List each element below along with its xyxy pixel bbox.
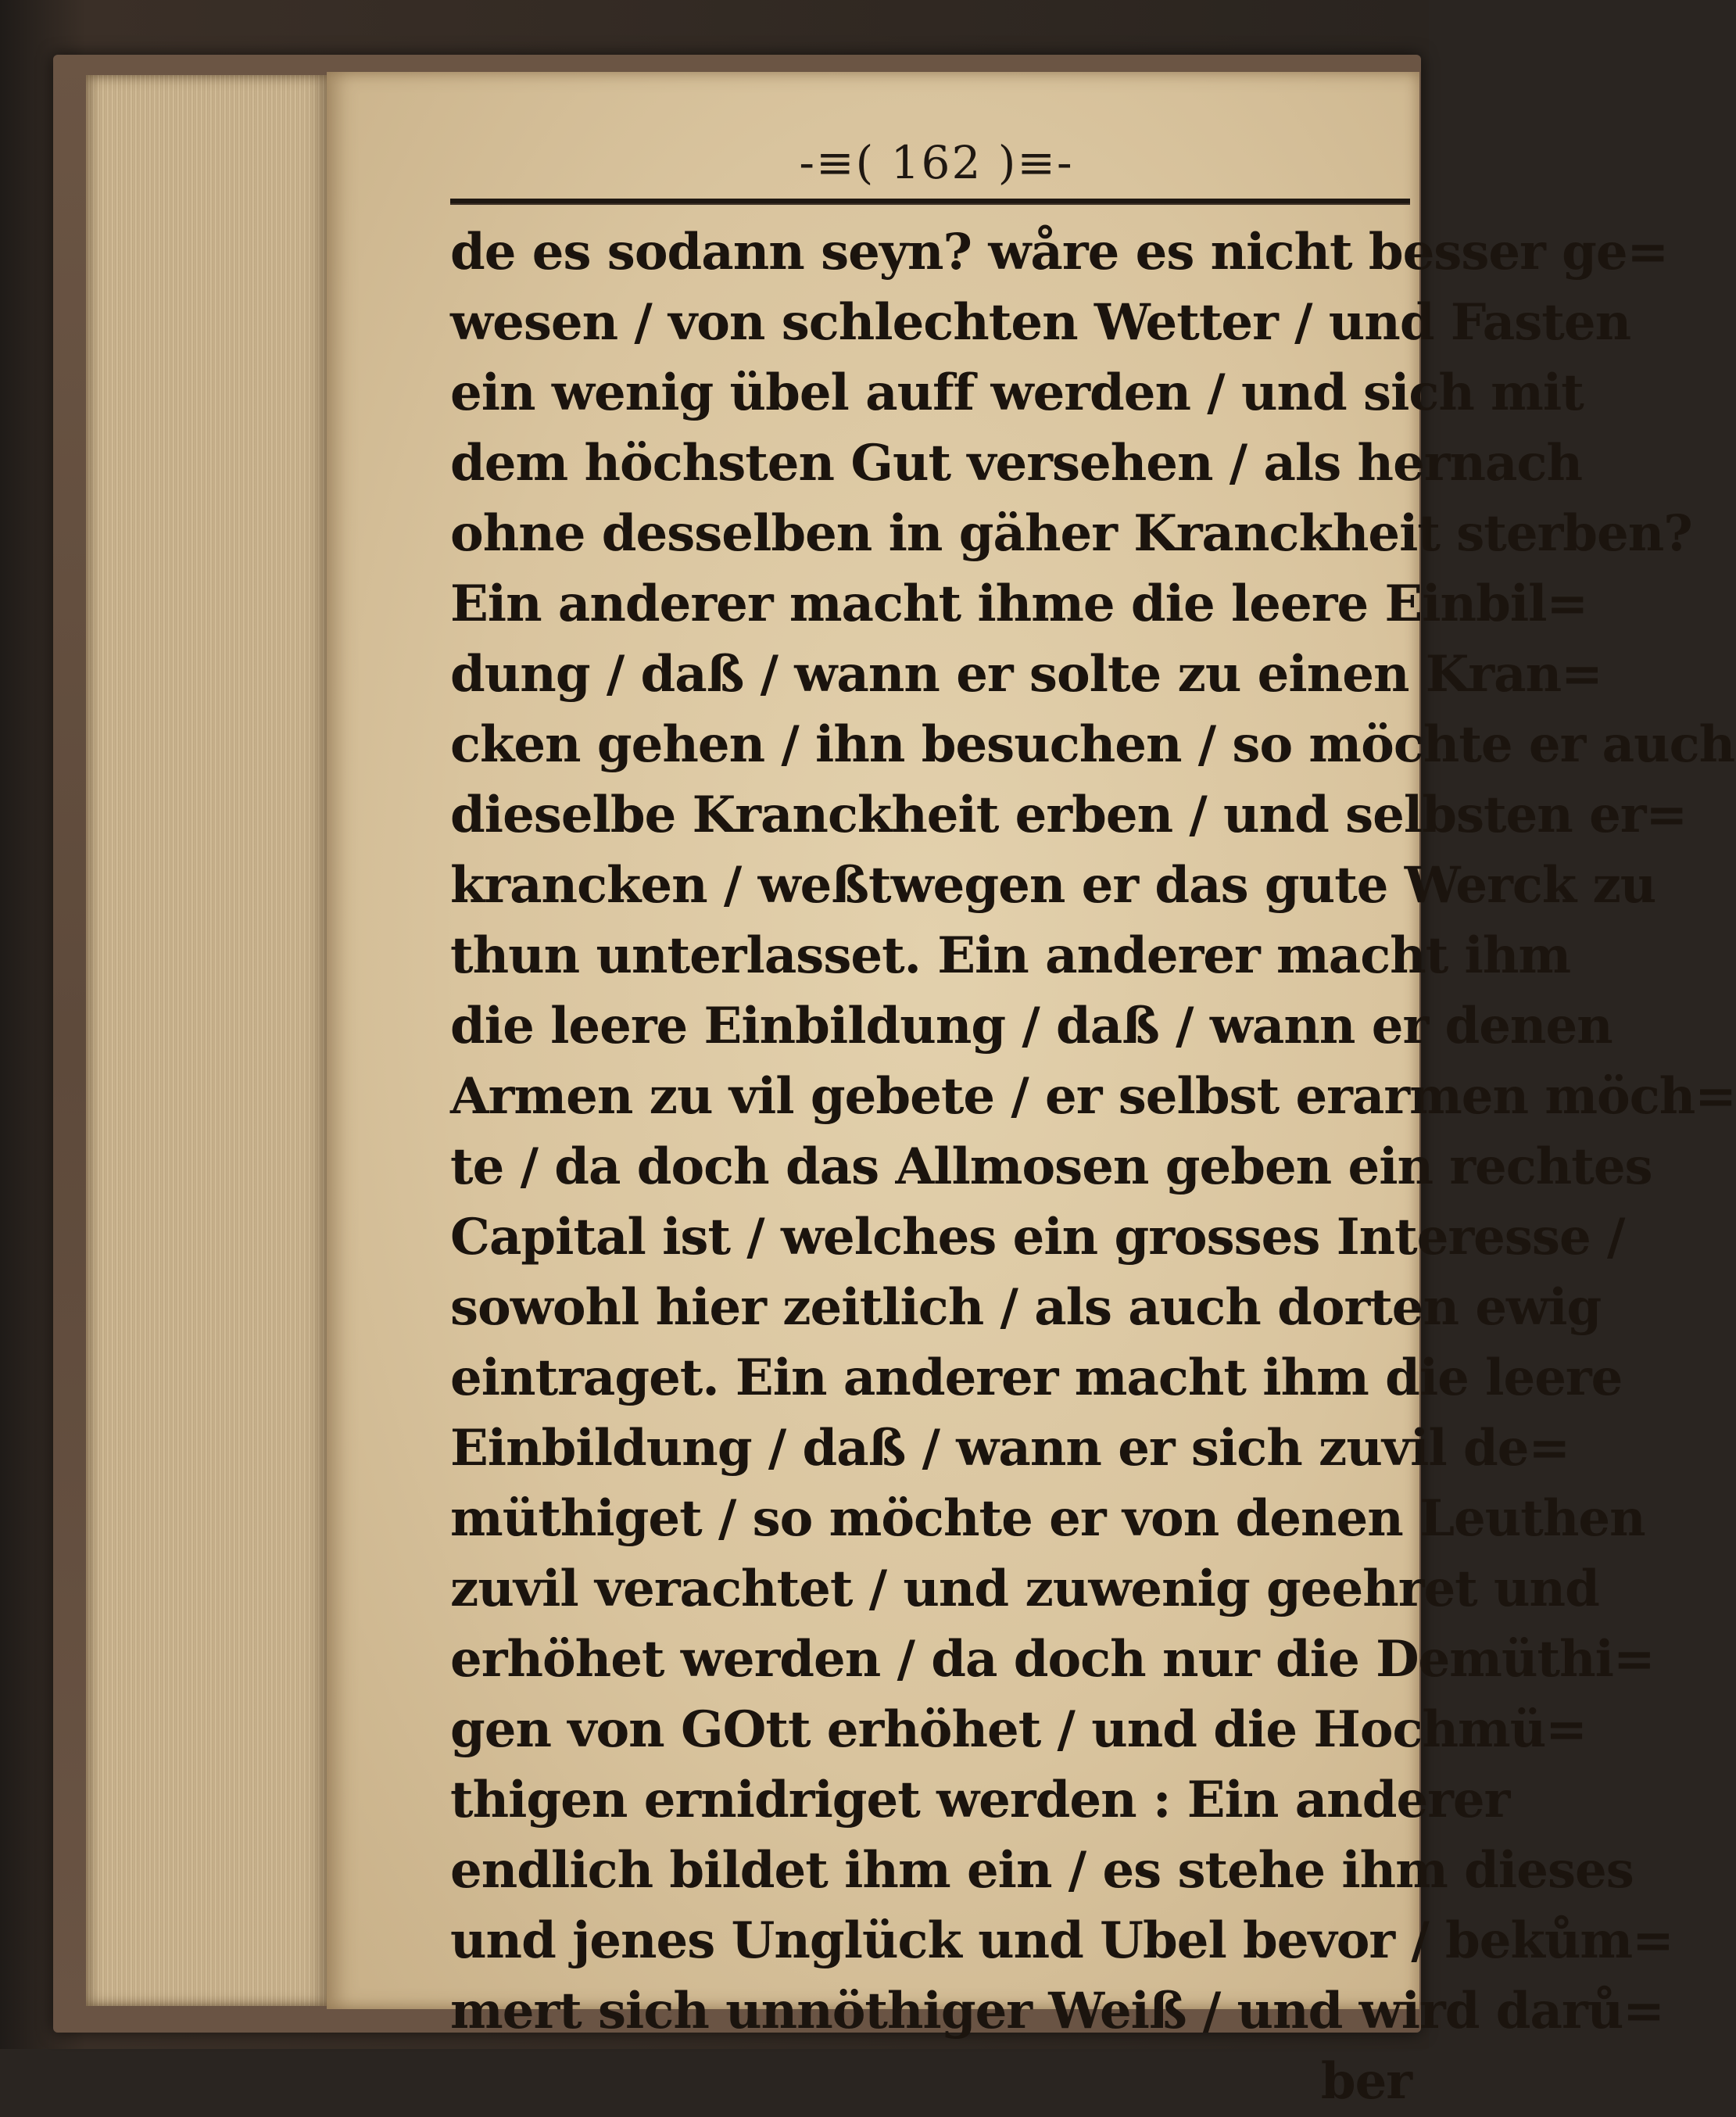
page-header	[327, 136, 1419, 206]
text-line: endlich bildet ihm ein / es stehe ihm dieses	[450, 1841, 1634, 1900]
text-line: thun unterlasset. Ein anderer macht ihm	[450, 926, 1571, 985]
catchword: ber	[1320, 2052, 1412, 2111]
text-line: thigen ernidriget werden : Ein anderer	[450, 1771, 1510, 1829]
text-line: erhöhet werden / da doch nur die Demüthi=	[450, 1630, 1655, 1689]
page-number: -≡( 162 )≡-	[799, 136, 1074, 189]
text-line: Armen zu vil gebete / er selbst erarmen möch=	[450, 1067, 1736, 1126]
text-line: dem höchsten Gut versehen / als hernach	[450, 434, 1582, 493]
text-line: de es sodann seyn? wåre es nicht besser ge=	[450, 223, 1669, 281]
text-line: Einbildung / daß / wann er sich zuvil de=	[450, 1419, 1570, 1478]
text-line: Capital ist / welches ein grosses Interesse /	[450, 1208, 1625, 1266]
text-line: mert sich unnöthiger Weiß / und wird darů=	[450, 1982, 1664, 2040]
text-line: müthiget / so möchte er von denen Leuthen	[450, 1489, 1645, 1548]
text-line: dieselbe Kranckheit erben / und selbsten er=	[450, 786, 1688, 844]
text-line: und jenes Unglück und Ubel bevor / bekům=	[450, 1911, 1673, 1970]
text-line: cken gehen / ihn besuchen / so möchte er auch	[450, 715, 1735, 774]
header-rule	[450, 199, 1410, 205]
text-line: zuvil verachtet / und zuwenig geehret und	[450, 1560, 1599, 1618]
page-edges	[86, 75, 328, 2006]
text-line: dung / daß / wann er solte zu einen Kran=	[450, 645, 1602, 704]
book-page	[327, 72, 1736, 2111]
text-line: te / da doch das Allmosen geben ein rechtes	[450, 1137, 1652, 1196]
text-line: wesen / von schlechten Wetter / und Fasten	[450, 293, 1631, 352]
text-line: gen von GOtt erhöhet / und die Hochmü=	[450, 1700, 1587, 1759]
text-line: die leere Einbildung / daß / wann er denen	[450, 997, 1613, 1055]
text-line: sowohl hier zeitlich / als auch dorten ewig	[450, 1278, 1602, 1337]
body-text	[450, 217, 1736, 2117]
text-line: eintraget. Ein anderer macht ihm die leere	[450, 1349, 1623, 1407]
text-line: Ein anderer macht ihme die leere Einbil=	[450, 575, 1588, 633]
text-line: ohne desselben in gäher Kranckheit sterben?	[450, 504, 1692, 563]
text-line: ein wenig übel auff werden / und sich mit	[450, 364, 1584, 422]
text-line: krancken / weßtwegen er das gute Werck zu	[450, 856, 1656, 915]
